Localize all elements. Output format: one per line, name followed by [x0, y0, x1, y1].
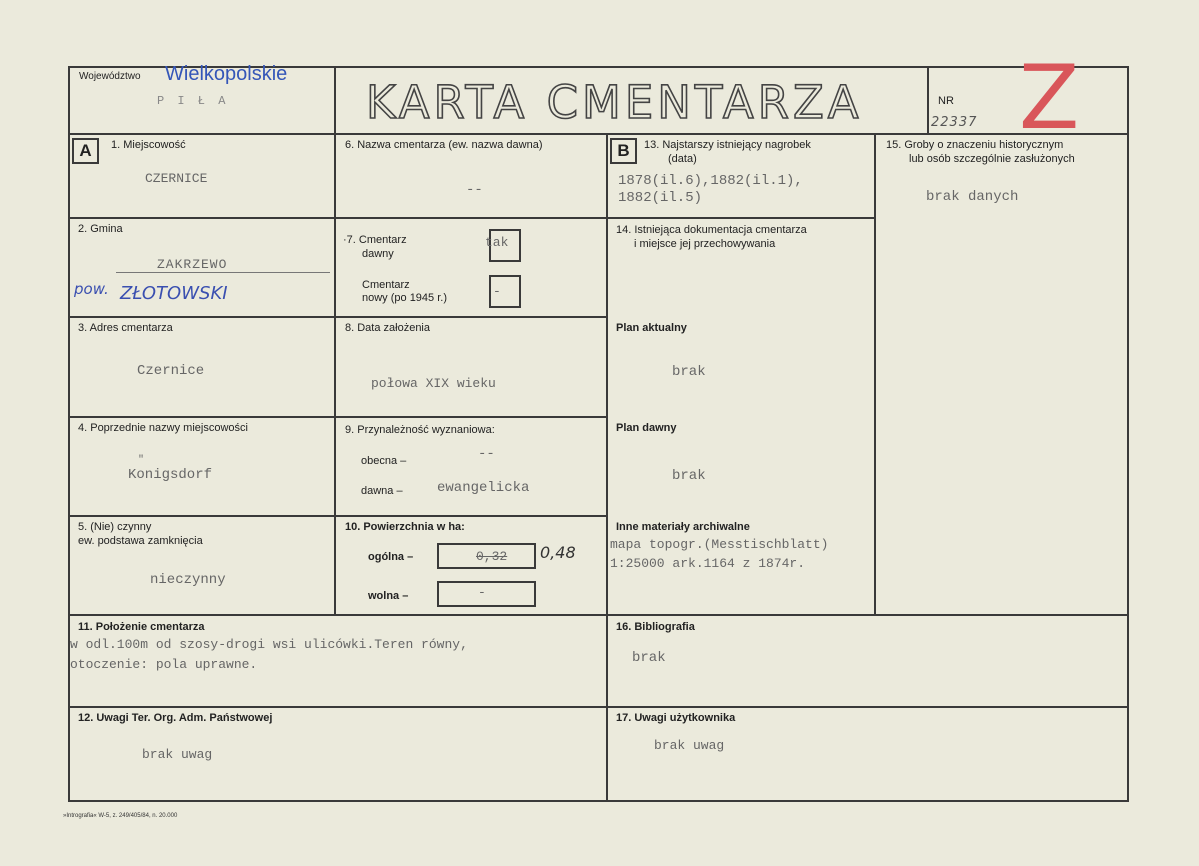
field10-label: 10. Powierzchnia w ha: — [345, 521, 465, 533]
rule-row2-left — [68, 217, 876, 219]
field10-ogolna-value: 0,32 — [476, 549, 508, 564]
field2-pow-prefix: pow. — [74, 280, 109, 298]
field15-label-line1: 15. Groby o znaczeniu historycznym — [886, 139, 1064, 151]
field8-value: połowa XIX wieku — [371, 376, 496, 391]
nr-value: 22337 — [931, 115, 978, 130]
field3-label: 3. Adres cmentarza — [78, 322, 173, 334]
field7-nowy-label-2: nowy (po 1945 r.) — [362, 292, 447, 304]
field15-value: brak danych — [926, 189, 1019, 205]
field13-label-line1: 13. Najstarszy istniejący nagrobek — [644, 139, 811, 151]
field16-label: 16. Bibliografia — [616, 621, 695, 633]
field9-obecna-label: obecna – — [361, 455, 407, 467]
field10-wolna-box — [437, 581, 536, 607]
field2-label: 2. Gmina — [78, 223, 123, 235]
printer-imprint: »Intrografia« W-5, z. 249/405/84, n. 20.000 — [63, 813, 178, 819]
rule-header-bottom — [68, 133, 1128, 135]
field11-line2: otoczenie: pola uprawne. — [70, 657, 258, 672]
field8-label: 8. Data założenia — [345, 322, 430, 334]
rule-col1 — [334, 66, 336, 616]
field5-label-line1: 5. (Nie) czynny — [78, 521, 152, 533]
field11-line1: w odl.100m od szosy-drogi wsi ulicówki.Teren równy, — [70, 637, 468, 652]
nr-label: NR — [938, 95, 954, 107]
field14-plan-aktualny-label: Plan aktualny — [616, 322, 687, 334]
field6-value: -- — [466, 182, 483, 198]
field17-label: 17. Uwagi użytkownika — [616, 712, 736, 724]
field9-dawna-value: ewangelicka — [437, 480, 530, 496]
field15-label-line2: lub osób szczególnie zasłużonych — [909, 153, 1075, 165]
field2-powiat-value: ZŁOTOWSKI — [120, 283, 228, 304]
field9-dawna-label: dawna – — [361, 485, 403, 497]
field6-label: 6. Nazwa cmentarza (ew. nazwa dawna) — [345, 139, 543, 151]
field9-label: 9. Przynależność wyznaniowa: — [345, 424, 495, 436]
field12-value: brak uwag — [142, 747, 213, 762]
section-b-marker: B — [610, 138, 637, 164]
wojewodztwo-label: Województwo — [79, 71, 141, 82]
field10-ogolna-label: ogólna – — [368, 551, 414, 563]
rule-nr — [927, 66, 929, 135]
field14-inne-line1: mapa topogr.(Messtischblatt) — [610, 537, 829, 552]
field16-value: brak — [632, 650, 666, 666]
field14-inne-line2: 1:25000 ark.1164 z 1874r. — [610, 556, 806, 571]
rule-bottom — [68, 800, 1128, 802]
field5-value: nieczynny — [150, 572, 226, 588]
rule-col2 — [606, 133, 608, 802]
field12-label: 12. Uwagi Ter. Org. Adm. Państwowej — [78, 712, 273, 724]
field1-label: 1. Miejscowość — [111, 139, 186, 151]
wojewodztwo-typed: P I Ł A — [157, 94, 229, 108]
field1-value: CZERNICE — [145, 171, 208, 186]
field2-value: ZAKRZEWO — [157, 257, 228, 272]
field10-wolna-label: wolna – — [368, 590, 409, 602]
field4-label: 4. Poprzednie nazwy miejscowości — [78, 422, 248, 434]
field2-underline — [116, 272, 330, 273]
field14-plan-dawny-value: brak — [672, 468, 706, 484]
rule-row3-left — [68, 316, 608, 318]
rule-col3 — [874, 133, 876, 616]
field7-dawny-label-1: ·7. Cmentarz — [343, 234, 407, 246]
field4-value: Konigsdorf — [128, 467, 213, 483]
field14-label-line2: i miejsce jej przechowywania — [634, 238, 776, 250]
field7-dawny-label-2: dawny — [362, 248, 394, 260]
rule-row6-full — [68, 614, 1128, 616]
field7-dawny-value: tak — [485, 235, 509, 250]
field7-nowy-value: - — [493, 284, 501, 299]
field10-ogolna-hand: 0,48 — [540, 543, 576, 562]
field9-obecna-value: -- — [478, 446, 495, 462]
field10-wolna-value: - — [478, 585, 486, 600]
field14-plan-aktualny-value: brak — [672, 364, 706, 380]
field5-label-line2: ew. podstawa zamknięcia — [78, 535, 203, 547]
field17-value: brak uwag — [654, 738, 725, 753]
field14-label-line1: 14. Istniejąca dokumentacja cmentarza — [616, 224, 807, 236]
card-title: KARTA CMENTARZA — [366, 76, 863, 129]
wojewodztwo-stamp: Wielkopolskie — [165, 63, 288, 85]
rule-row7-full — [68, 706, 1128, 708]
field11-label: 11. Położenie cmentarza — [78, 621, 205, 633]
rule-row5-left — [68, 515, 608, 517]
field14-plan-dawny-label: Plan dawny — [616, 422, 677, 434]
rule-left — [68, 66, 70, 802]
field13-label-line2: (data) — [668, 153, 697, 165]
rule-right — [1127, 66, 1129, 802]
rule-row4-left — [68, 416, 608, 418]
field13-line1: 1878(il.6),1882(il.1), — [618, 173, 803, 189]
field4-umlaut: " — [138, 455, 145, 466]
field3-value: Czernice — [137, 363, 205, 379]
category-mark: Z — [1019, 46, 1080, 149]
section-a-marker: A — [72, 138, 99, 164]
field13-line2: 1882(il.5) — [618, 190, 703, 206]
field7-nowy-label-1: Cmentarz — [362, 279, 410, 291]
field14-inne-label: Inne materiały archiwalne — [616, 521, 750, 533]
